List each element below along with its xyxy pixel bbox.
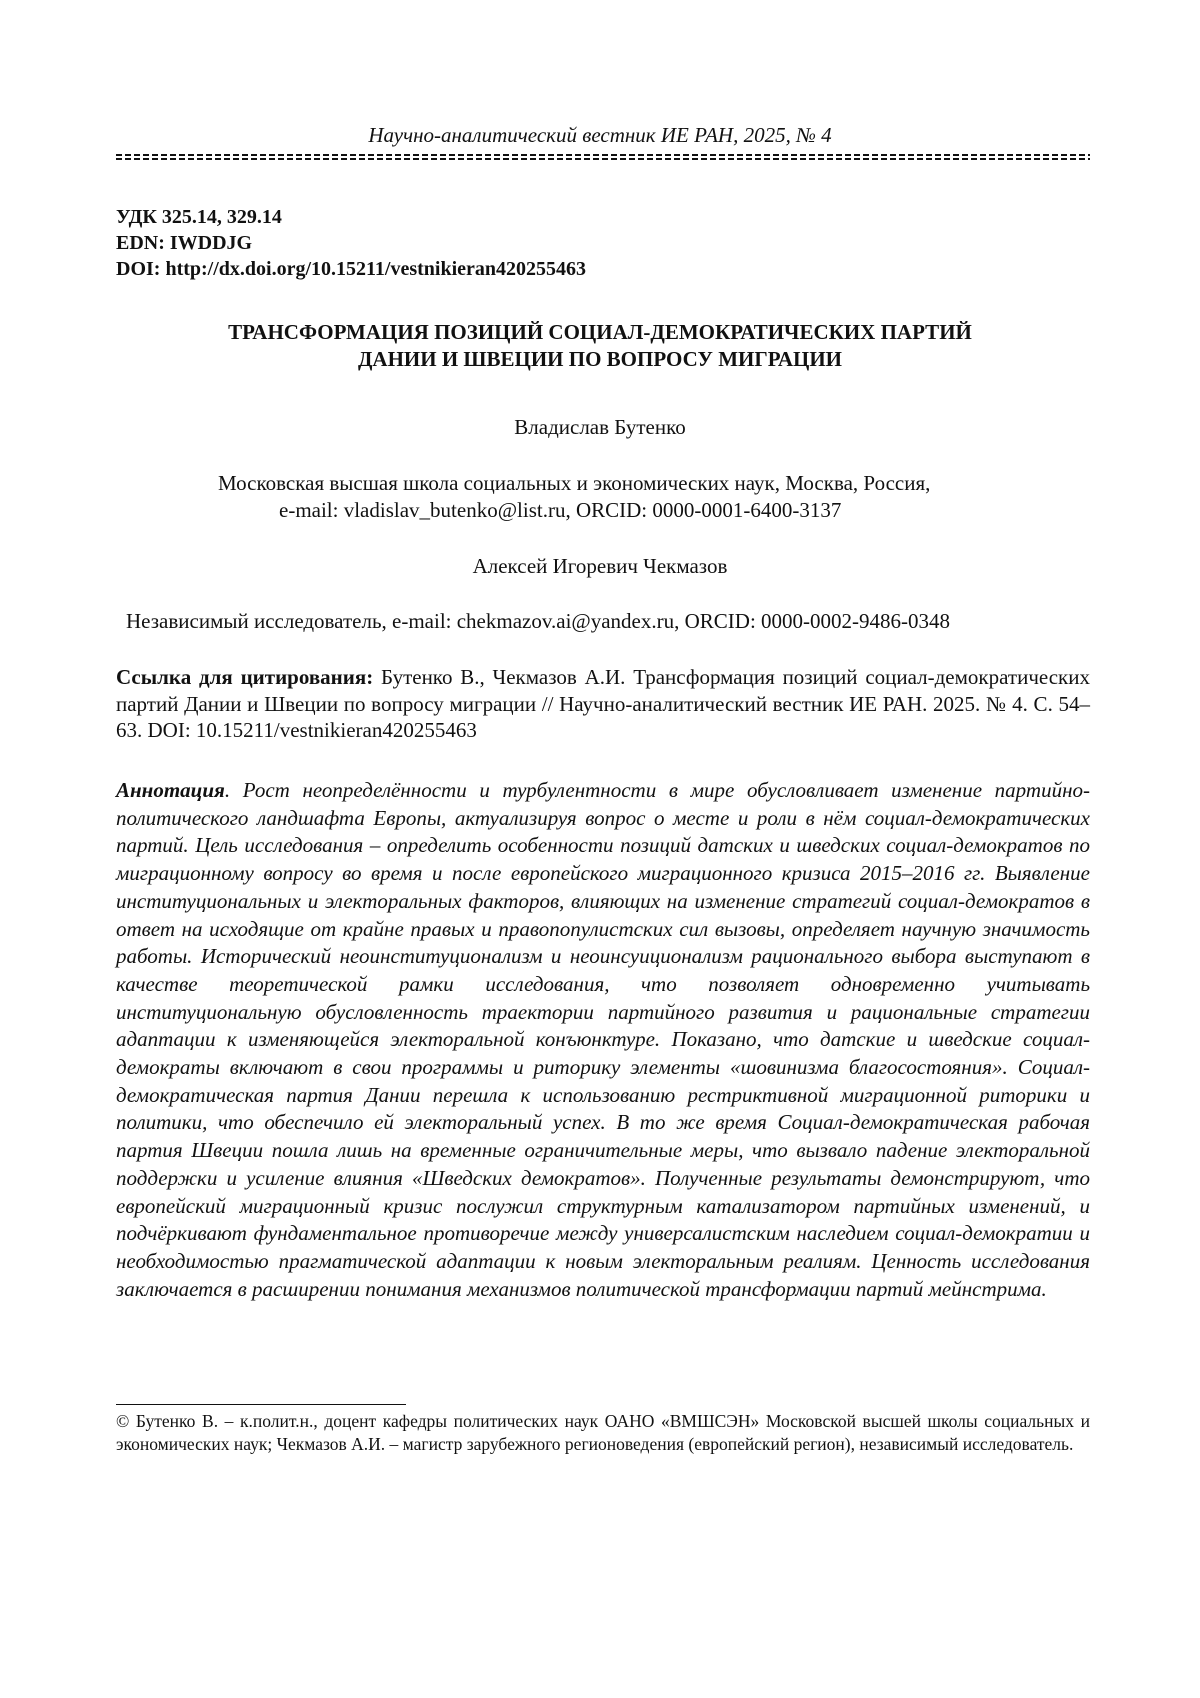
article-identifiers (116, 204, 586, 282)
footnote: © Бутенко В. – к.полит.н., доцент кафедры политических наук ОАНО «ВМШСЭН» Московской высшей школы социальных и экономических наук; Чекмазов А.И. – магистр зарубежного регионоведения (европейский регион), независимый исследователь. (116, 1411, 1090, 1454)
title-line-2: ДАНИИ И ШВЕЦИИ ПО ВОПРОСУ МИГРАЦИИ (357, 347, 843, 371)
author-1-name: Владислав Бутенко (514, 415, 686, 439)
udk-line: УДК 325.14, 329.14 (116, 206, 282, 228)
author-1-contacts: e-mail: vladislav_butenko@list.ru, ORCID: 0000-0001-6400-3137 (279, 498, 842, 522)
citation-text: Бутенко В., Чекмазов А.И. Трансформация позиций социал-демократических партий Дании и Швеции по вопросу миграции // Научно-аналитический вестник ИЕ РАН. 2025. № 4. С. 54–63. DOI: 10.15211/vestnikieran420255463 (116, 665, 1090, 742)
author-1-affiliation: Московская высшая школа социальных и экономических наук, Москва, Россия, (218, 471, 931, 495)
title-line-1: ТРАНСФОРМАЦИЯ ПОЗИЦИЙ СОЦИАЛ-ДЕМОКРАТИЧЕСКИХ ПАРТИЙ (228, 320, 972, 344)
author-2-name: Алексей Игоревич Чекмазов (472, 554, 728, 578)
footnote-separator (116, 1404, 406, 1405)
article-title (0, 319, 1200, 373)
abstract-label: Аннотация (116, 778, 225, 802)
abstract-block (116, 777, 1090, 1303)
citation-label: Ссылка для цитирования: (116, 665, 374, 689)
doi-line: DOI: http://dx.doi.org/10.15211/vestnikieran420255463 (116, 258, 587, 280)
header-separator (116, 154, 1090, 160)
citation-block (116, 664, 1090, 744)
edn-line: EDN: IWDDJG (116, 232, 253, 254)
author-2-affiliation: Независимый исследователь, e-mail: chekmazov.ai@yandex.ru, ORCID: 0000-0002-9486-0348 (126, 609, 951, 633)
abstract-text: . Рост неопределённости и турбулентности в мире обусловливает изменение партийно-политического ландшафта Европы, актуализируя вопрос о месте и роли в нём социал-демократических партий. Цель исследования – определить особенности позиций датских и шведских социал-демократов по миграционному вопросу во время и после европейского миграционного кризиса 2015–2016 гг. Выявление институциональных и электоральных факторов, влияющих на изменение стратегий социал-демократов в ответ на исходящие от крайне правых и правопопулистских сил вызовы, определяет научную значимость работы. Исторический неоинституционализм и неоинсуиционализм рационального выбора выступают в качестве теоретической рамки исследования, что позволяет одновременно учитывать институциональную обусловленность траектории партийного развития и рациональные стратегии адаптации к изменяющейся электоральной конъюнктуре. Показано, что датские и шведские социал-демократы включают в свои программы и риторику элементы «шовинизма благосостояния». Социал-демократическая партия Дании перешла к использованию рестриктивной миграционной риторики и политики, что обеспечило ей электоральный успех. В то же время Социал-демократическая рабочая партия Швеции пошла лишь на временные ограничительные меры, что вызвало падение электоральной поддержки и усиление влияния «Шведских демократов». Полученные результаты демонстрируют, что европейский миграционный кризис послужил структурным катализатором партийных изменений, и подчёркивают фундаментальное противоречие между универсалистским наследием социал-демократии и необходимостью прагматической адаптации к новым электоральным реалиям. Ценность исследования заключается в расширении понимания механизмов политической трансформации партий мейнстрима. (116, 778, 1090, 1301)
journal-header: Научно-аналитический вестник ИЕ РАН, 2025, № 4 (368, 123, 832, 147)
